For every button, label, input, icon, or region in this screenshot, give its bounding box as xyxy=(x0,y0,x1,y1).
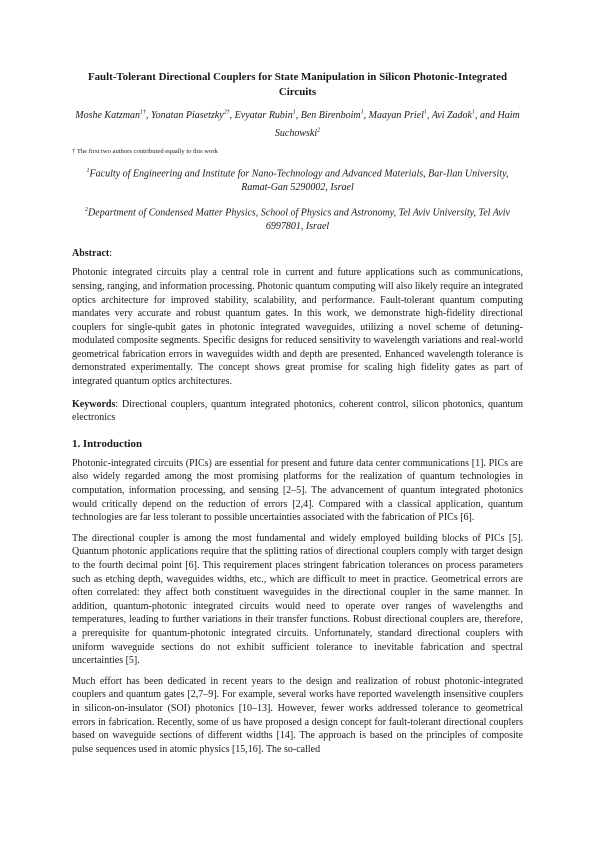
section-heading-introduction: 1. Introduction xyxy=(72,437,142,450)
intro-paragraph-2: The directional coupler is among the most fundamental and widely employed building blocks of PICs [5]. Quantum photonic applications require that the splitting ratios of directional couplers comply with target design to the fourth decimal point [6]. This requirement places stringent fabrication tolerances on process parameters such as etching depth, waveguides widths, etc., which are difficult to meet in practice. Geometrical errors are often correlated: they affect both constituent waveguides in the directional coupler in the same manner. In addition, quantum-photonic integrated circuits would need to operate over ranges of wavelengths and temperatures, leading to further variations in their transfer functions. Robust directional couplers are, therefore, a prerequisite for quantum-photonic integrated circuits. Unfortunately, standard directional couplers with uniform waveguide sections do not exhibit sufficient tolerance to inevitable fabrication and spectral uncertainties [5]. xyxy=(72,532,523,667)
affiliation-2: $^2$Department of Condensed Matter Physics, School of Physics and Astronomy, Tel Aviv University, Tel Aviv 6997801, Israel xyxy=(85,206,510,233)
author-list xyxy=(72,106,523,141)
keywords xyxy=(72,398,523,425)
abstract-text: Photonic integrated circuits play a central role in current and future applications such as communications, sensing, ranging, and information processing. Photonic quantum computing will also likely require an integrated optics architecture for improved stability, scalability, and performance. Fault-tolerant quantum computing mandates very accurate and robust quantum gates. In this work, we demonstrate high-fidelity directional couplers for single-qubit gates in photonic integrated waveguides, utilizing a novel scheme of detuning-modulated composite segments. Specific designs for reduced sensitivity to wavelength variations and real-world geometrical fabrication errors in waveguides width and depth are presented. Enhanced wavelength tolerance is demonstrated experimentally. The concept shows great promise for scaling high fidelity gates as part of integrated quantum optics architectures. xyxy=(72,267,523,388)
keywords-text: : Directional couplers, quantum integrated photonics, coherent control, silicon photonics, quantum electronics xyxy=(72,398,523,424)
author: Moshe Katzman$^{1\dagger}$, xyxy=(75,110,151,122)
author: and Haim Suchowski$^2$ xyxy=(274,110,520,139)
equal-contribution-note: † The first two authors contributed equally to this work xyxy=(72,147,218,155)
affiliation-1: $^1$Faculty of Engineering and Institute for Nano-Technology and Advanced Materials, Bar-Ilan University, Ramat-Gan 5290002, Israel xyxy=(86,167,509,193)
author: Yonatan Piasetzky$^{2\dagger}$, xyxy=(150,110,235,122)
keywords-label: Keywords xyxy=(72,398,116,410)
author: Avi Zadok$^1$, xyxy=(431,110,480,122)
intro-paragraph-3: Much effort has been dedicated in recent years to the design and realization of robust photonic-integrated couplers and quantum gates [2,7–9]. For example, several works have reported wavelength insensitive couplers in silicon-on-insulator (SOI) photonics [10–13]. However, fewer works addressed tolerance to geometrical errors in fabrication. Recently, some of us have proposed a design concept for fault-tolerant directional couplers based on waveguide sections of different widths [14]. The approach is based on the principles of composite pulse sequences used in atomic physics [15,16]. The so-called xyxy=(72,675,523,755)
author: Evyatar Rubin$^1$, xyxy=(234,110,301,122)
intro-paragraph-1: Photonic-integrated circuits (PICs) are essential for present and future data center communications [1]. PICs are also widely regarded among the most promising platforms for the realization of quantum technologies in computation, information processing, and sensing [2–5]. The advancement of quantum integrated photonics would critically depend on the reduction of errors [2,4]. Compared with a classical application, quantum technologies are far less tolerant to possible uncertainties associated with the fabrication of PICs [6]. xyxy=(72,457,523,524)
author: Ben Birenboim$^1$, xyxy=(300,110,369,122)
paper-page xyxy=(72,70,523,756)
author: Maayan Priel$^1$, xyxy=(368,110,432,122)
paper-title: Fault-Tolerant Directional Couplers for State Manipulation in Silicon Photonic-Integrated Circuits xyxy=(87,71,508,98)
abstract-heading: Abstract: xyxy=(72,248,112,260)
